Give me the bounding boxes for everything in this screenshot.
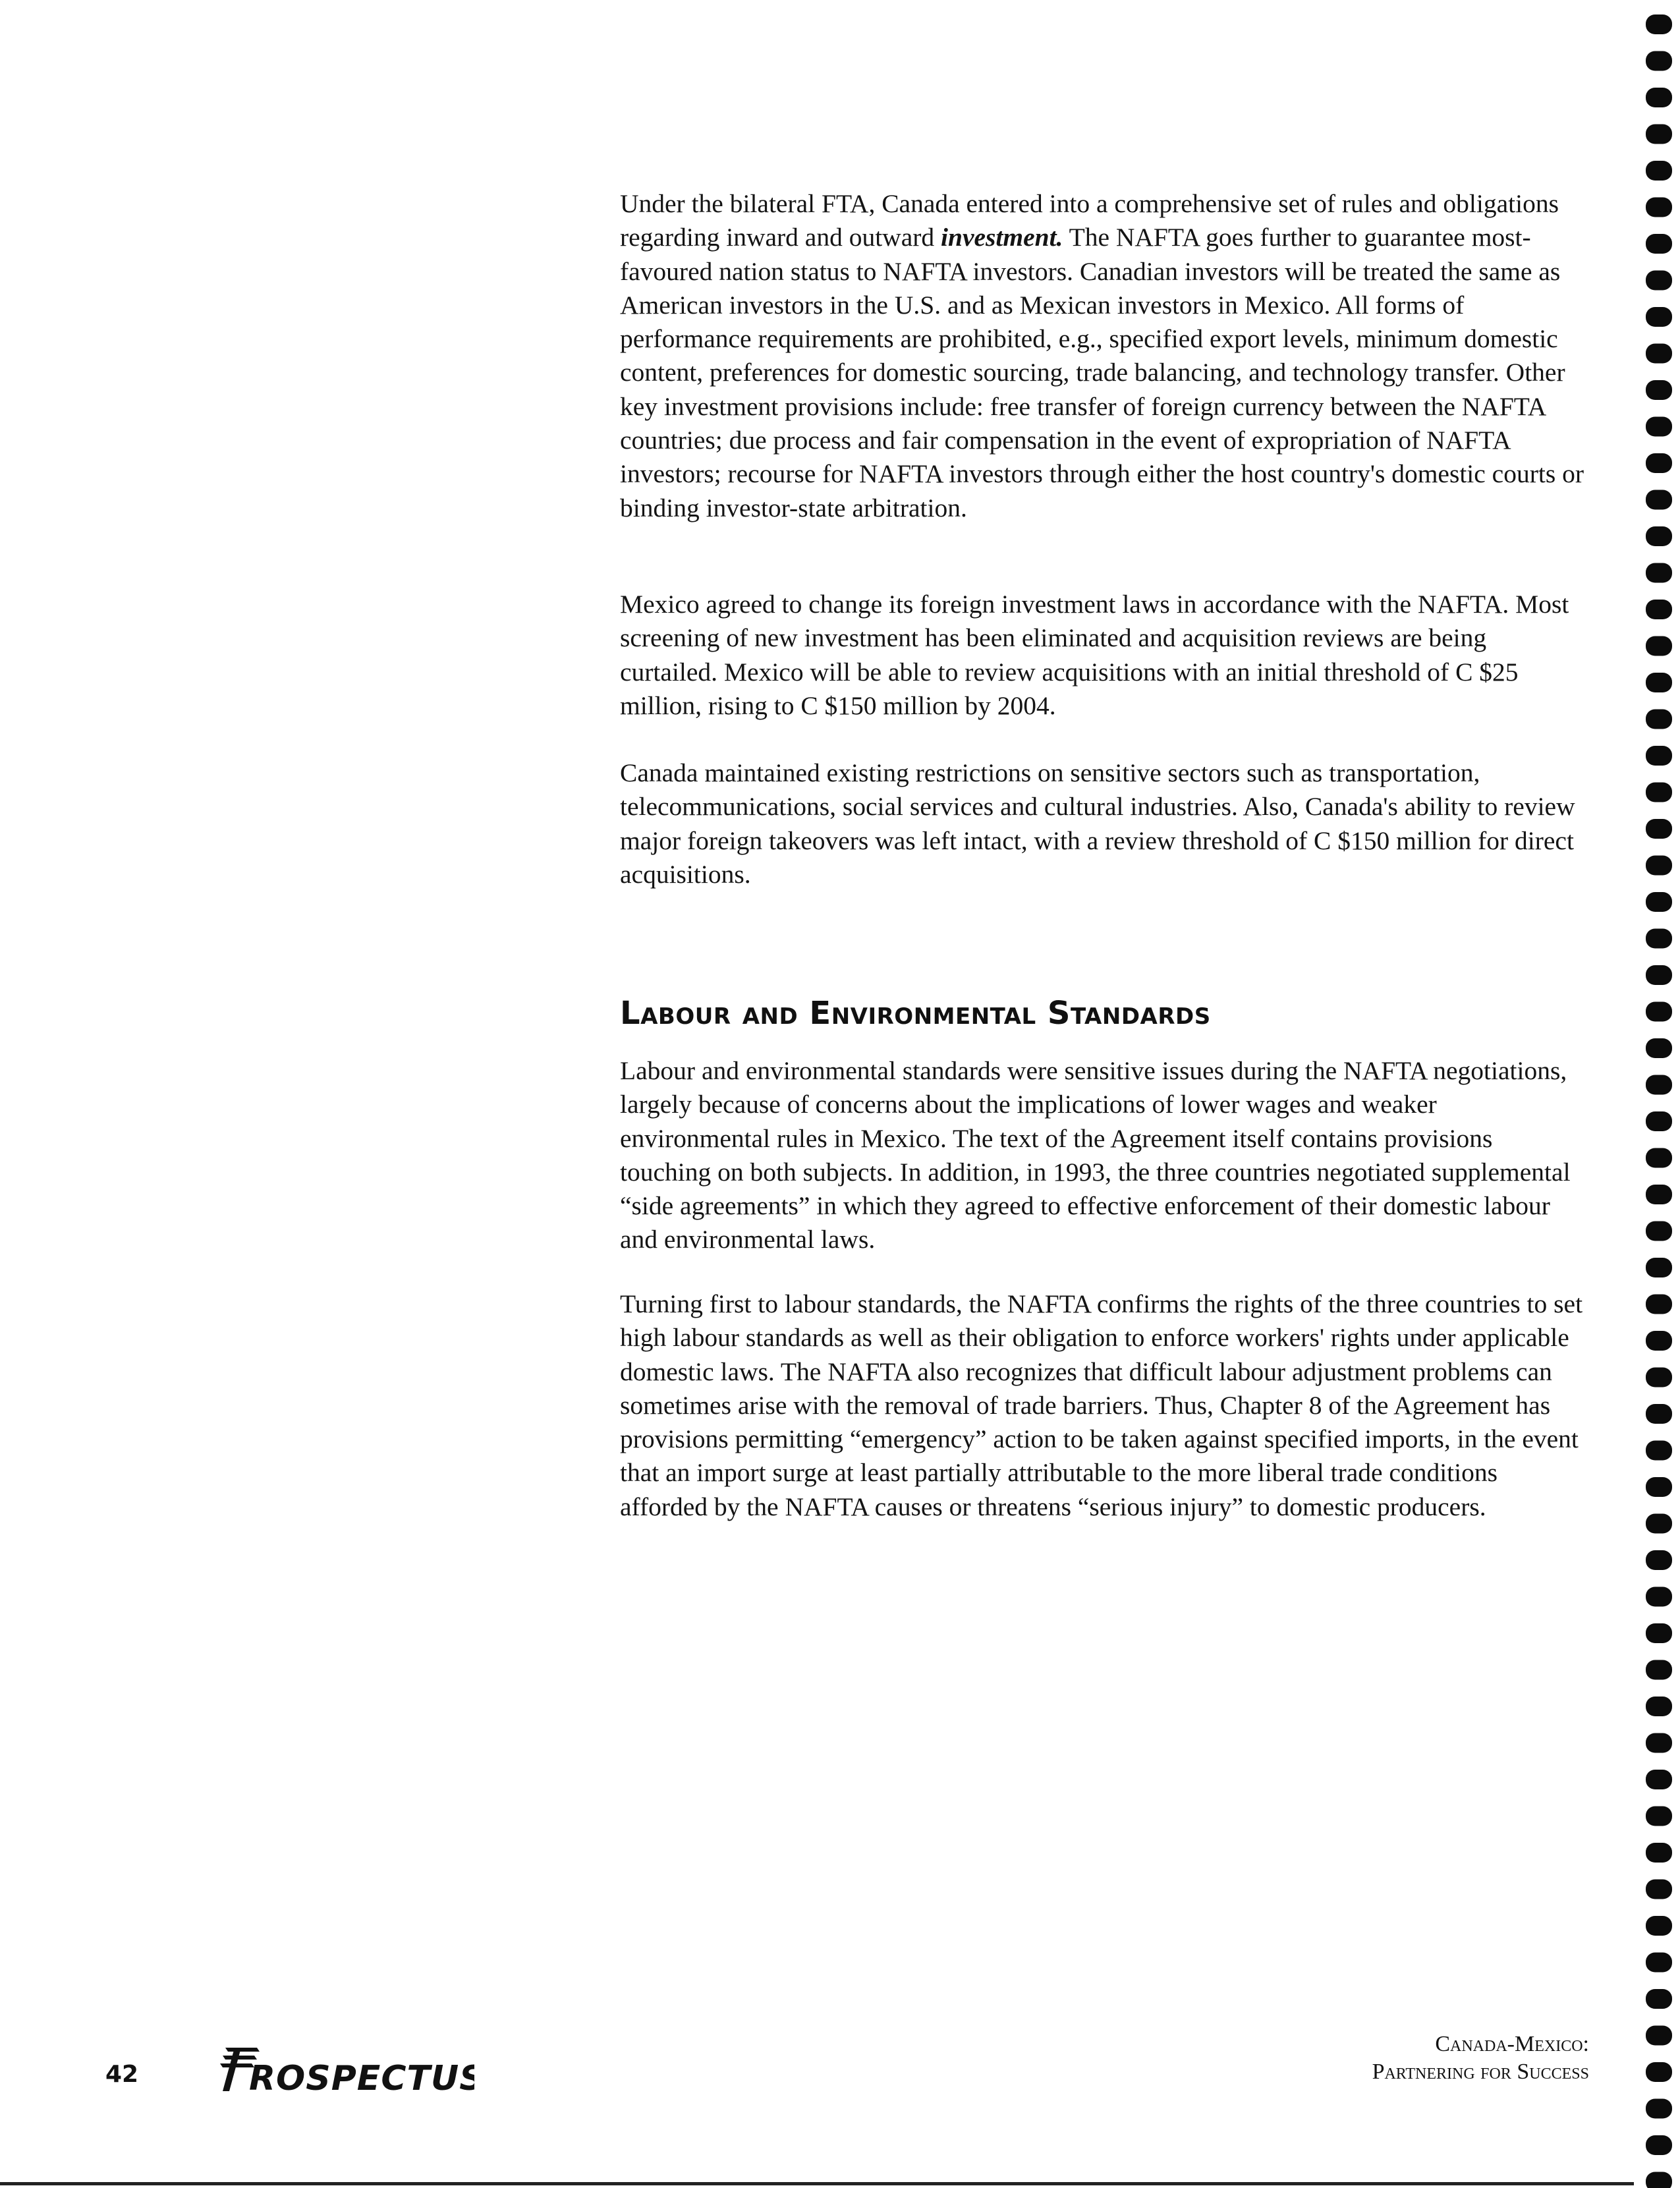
paragraph-labour-standards: Turning first to labour standards, the NAFTA confirms the rights of the three countries to set high labour standards as well as their obligation to enforce workers' rights under applicable domestic laws. The NAFTA also recognizes that difficult labour adjustment problems can sometimes arise with the removal of trade barriers. Thus, Chapter 8 of the Agreement has provisions permitting “emergency” action to be taken against specified imports, in the event that an import surge at least partially attributable to the more liberal trade conditions afforded by the NAFTA causes or threatens “serious injury” to domestic producers.: [620, 1289, 1583, 1521]
binding-hole: [1646, 819, 1672, 839]
binding-hole: [1646, 417, 1672, 437]
spiral-binding-holes: [1644, 0, 1673, 2188]
svg-text:ROSPECTUS: ROSPECTUS: [249, 2059, 474, 2095]
paragraph-investment-text-end: The NAFTA goes further to guarantee most-favoured nation status to NAFTA investors. Canadian investors will be treated the same as American investors in the U.S. and as Mexican investors in Mexico. All forms of performance requirements are prohibited, e.g., specified export levels, minimum domestic content, preferences for domestic sourcing, trade balancing, and technology transfer. Other key investment provisions include: free transfer of foreign currency between the NAFTA countries; due process and fair compensation in the event of expropriation of NAFTA investors; recourse for NAFTA investors through either the host country's domestic courts or binding investor-state arbitration.: [620, 223, 1584, 522]
binding-hole: [1646, 344, 1672, 364]
binding-hole: [1646, 1733, 1672, 1753]
binding-hole: [1646, 1295, 1672, 1314]
prospectus-logo: [211, 2042, 474, 2095]
publication-title: [1372, 2031, 1589, 2086]
binding-hole: [1646, 1587, 1672, 1607]
paragraph-investment-text-start: Under the bilateral FTA, Canada entered into a comprehensive set of rules and obligations regarding inward and outward: [620, 189, 1559, 252]
binding-hole: [1646, 526, 1672, 546]
binding-hole: [1646, 490, 1672, 510]
binding-hole: [1646, 965, 1672, 985]
binding-hole: [1646, 1111, 1672, 1131]
binding-hole: [1646, 929, 1672, 949]
binding-hole: [1646, 1697, 1672, 1716]
bottom-edge-rule: [0, 2182, 1634, 2185]
binding-hole: [1646, 234, 1672, 254]
binding-hole: [1646, 1916, 1672, 1936]
binding-hole: [1646, 1807, 1672, 1826]
binding-hole: [1646, 1002, 1672, 1022]
binding-hole: [1646, 1477, 1672, 1497]
binding-hole: [1646, 710, 1672, 729]
binding-hole: [1646, 1550, 1672, 1570]
binding-hole: [1646, 2099, 1672, 2119]
binding-hole: [1646, 1623, 1672, 1643]
binding-hole: [1646, 453, 1672, 473]
binding-hole: [1646, 1989, 1672, 2009]
binding-hole: [1646, 1404, 1672, 1424]
prospectus-logo-icon: [211, 2042, 474, 2095]
binding-hole: [1646, 1770, 1672, 1789]
binding-hole: [1646, 1441, 1672, 1461]
binding-hole: [1646, 673, 1672, 692]
binding-hole: [1646, 1953, 1672, 1973]
publication-title-line-2: Partnering for Success: [1372, 2060, 1589, 2084]
binding-hole: [1646, 2172, 1672, 2188]
binding-hole: [1646, 1514, 1672, 1534]
binding-hole: [1646, 271, 1672, 291]
binding-hole: [1646, 856, 1672, 876]
binding-hole: [1646, 1148, 1672, 1168]
binding-hole: [1646, 2026, 1672, 2046]
binding-hole: [1646, 2062, 1672, 2082]
paragraph-mexico-investment-laws: Mexico agreed to change its foreign investment laws in accordance with the NAFTA. Most screening of new investment has been eliminated and acquisition reviews are being curtailed. Mexico will be able to review acquisitions with an initial threshold of C $25 million, rising to C $150 million by 2004.: [620, 590, 1569, 720]
binding-hole: [1646, 600, 1672, 619]
investment-emphasis: investment.: [941, 223, 1063, 252]
binding-hole: [1646, 1185, 1672, 1204]
binding-hole: [1646, 14, 1672, 34]
binding-hole: [1646, 1075, 1672, 1095]
binding-hole: [1646, 161, 1672, 181]
publication-title-line-1: Canada-Mexico:: [1435, 2032, 1589, 2056]
binding-hole: [1646, 1880, 1672, 1899]
binding-hole: [1646, 1660, 1672, 1680]
binding-hole: [1646, 783, 1672, 802]
binding-hole: [1646, 1368, 1672, 1388]
binding-hole: [1646, 88, 1672, 107]
binding-hole: [1646, 198, 1672, 217]
paragraph-investment: [620, 187, 1588, 525]
paragraph-labour-environment-intro: Labour and environmental standards were sensitive issues during the NAFTA negotiations, largely because of concerns about the implications of lower wages and weaker environmental rules in Mexico. The text of the Agreement itself contains provisions touching on both subjects. In addition, in 1993, the three countries negotiated supplemental “side agreements” in which they agreed to effective enforcement of their domestic labour and environmental laws.: [620, 1056, 1571, 1254]
binding-hole: [1646, 746, 1672, 766]
binding-hole: [1646, 380, 1672, 400]
binding-hole: [1646, 2135, 1672, 2155]
section-heading-labour-environment: Labour and Environmental Standards: [620, 995, 1211, 1032]
binding-hole: [1646, 307, 1672, 327]
binding-hole: [1646, 1331, 1672, 1351]
binding-hole: [1646, 1258, 1672, 1277]
page-number: 42: [105, 2061, 139, 2088]
binding-hole: [1646, 892, 1672, 912]
paragraph-canada-restrictions: Canada maintained existing restrictions on sensitive sectors such as transportation, telecommunications, social services and cultural industries. Also, Canada's ability to review major foreign takeovers was left intact, with a review threshold of C $150 million for direct acquisitions.: [620, 758, 1575, 889]
binding-hole: [1646, 636, 1672, 656]
binding-hole: [1646, 125, 1672, 144]
binding-hole: [1646, 51, 1672, 71]
binding-hole: [1646, 1221, 1672, 1241]
binding-hole: [1646, 563, 1672, 583]
binding-hole: [1646, 1038, 1672, 1058]
binding-hole: [1646, 1843, 1672, 1863]
